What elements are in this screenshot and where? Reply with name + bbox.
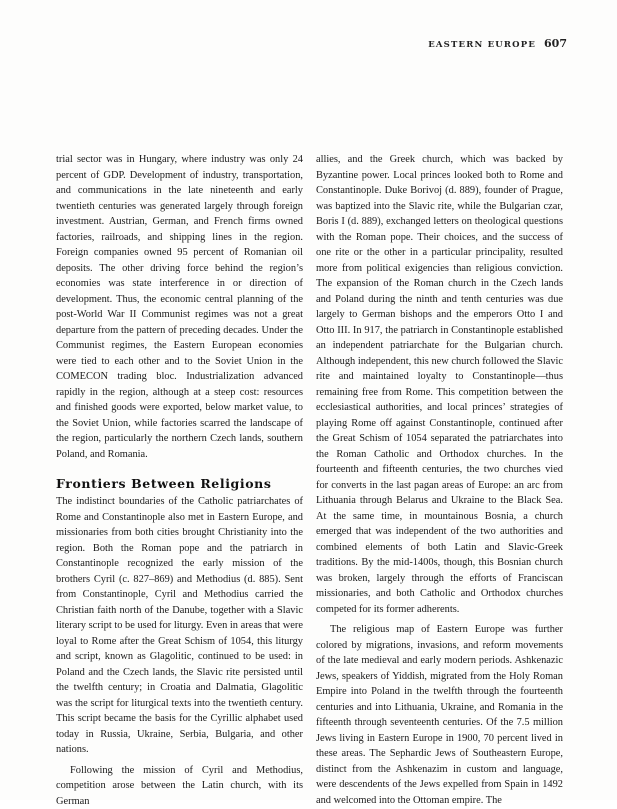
body-paragraph: Following the mission of Cyril and Methodius, competition arose between the Latin church, with its German	[56, 763, 303, 809]
left-column	[56, 152, 303, 809]
body-paragraph: The religious map of Eastern Europe was further colored by migrations, invasions, and reform movements of the late medieval and early modern periods. Ashkenazic Jews, speakers of Yiddish, migrated from the Holy Roman Empire into Poland in the twelfth through the fourteenth centuries and into Lithuania, Ukraine, and Romania in the fifteenth through seventeenth centuries. Of the 7.5 million Jews living in Eastern Europe in 1900, 70 percent lived in these areas. The Sephardic Jews of Southeastern Europe, distinct from the Ashkenazim in custom and language, were descendents of the Jews expelled from Spain in 1492 and welcomed into the Ottoman empire. The	[316, 622, 563, 808]
body-paragraph: trial sector was in Hungary, where industry was only 24 percent of GDP. Development of industry, transportation, and communications in the late nineteenth and early twentieth centuries was generated largely through foreign investment. Austrian, German, and French firms owned factories, railroads, and shipping lines in the region. Foreign companies owned 95 percent of Romanian oil deposits. The other driving force behind the region’s economies was state interference in or direction of development. Thus, the economic central planning of the post-World War II Communist regimes was not a great departure from the pattern of preceding decades. Under the Communist regimes, the Eastern European economies were tied to each other and to the Soviet Union in the COMECON trading bloc. Industrialization advanced rapidly in the region, although at a steep cost: resources and finished goods were exported, below market value, to the Soviet Union, while factories scarred the landscape of the region, particularly the northern Czech lands, southern Poland, and Romania.	[56, 152, 303, 462]
running-head	[428, 37, 567, 50]
section-heading: Frontiers Between Religions	[56, 477, 303, 491]
body-paragraph: The indistinct boundaries of the Catholic patriarchates of Rome and Constantinople also met in Eastern Europe, and missionaries from both cities brought Christianity into the region. Both the Roman pope and the patriarch in Constantinople recognized the early mission of the brothers Cyril (c. 827–869) and Methodius (d. 885). Sent from Constantinople, Cyril and Methodius carried the Christian faith north of the Danube, together with a Slavic literary script to be used for liturgy. Even in areas that were loyal to Rome after the Great Schism of 1054, this liturgy and script, known as Glagolitic, continued to be used: in Poland and the Czech lands, the Slavic rite persisted until the twelfth century; in Croatia and Dalmatia, Glagolitic was the script for liturgical texts into the twentieth century. This script became the basis for the Cyrillic alphabet used today in Russia, Ukraine, Serbia, Bulgaria, and other nations.	[56, 494, 303, 758]
running-title: EASTERN EUROPE	[428, 40, 536, 50]
body-paragraph: allies, and the Greek church, which was backed by Byzantine power. Local princes looked both to Rome and Constantinople. Duke Borivoj (d. 889), founder of Prague, was baptized into the Slavic rite, while the Bulgarian czar, Boris I (d. 889), exchanged letters on theological questions with the Roman pope. Their choices, and the success of one rite or the other in a particular principality, resulted more from political exigencies than religious conviction. The expansion of the Roman church in the Czech lands and Poland during the ninth and tenth centuries was due largely to German bishops and the emperors Otto I and Otto III. In 917, the patriarch in Constantinople established an independent patriarchate for the Bulgarian church. Although independent, this new church followed the Slavic rite and maintained loyalty to Constantinople—thus remaining free from Rome. This competition between the ecclesiastical authorities, and local princes’ strategies of playing Rome off against Constantinople, continued after the Great Schism of 1054 separated the patriarchates into the Roman Catholic and Orthodox churches. In the fourteenth and fifteenth centuries, the two churches vied for converts in the last pagan areas of Europe: an arc from Lithuania through Belarus and Ukraine to the Black Sea. At the same time, in mountainous Bosnia, a church emerged that was independent of the two authorities and combined elements of both Latin and Slavic-Greek traditions. By the mid-1400s, though, this Bosnian church was broken, largely through the efforts of Franciscan missionaries, and both Catholic and Orthodox churches competed for its former adherents.	[316, 152, 563, 617]
page-number: 607	[544, 37, 567, 50]
right-column	[316, 152, 563, 808]
